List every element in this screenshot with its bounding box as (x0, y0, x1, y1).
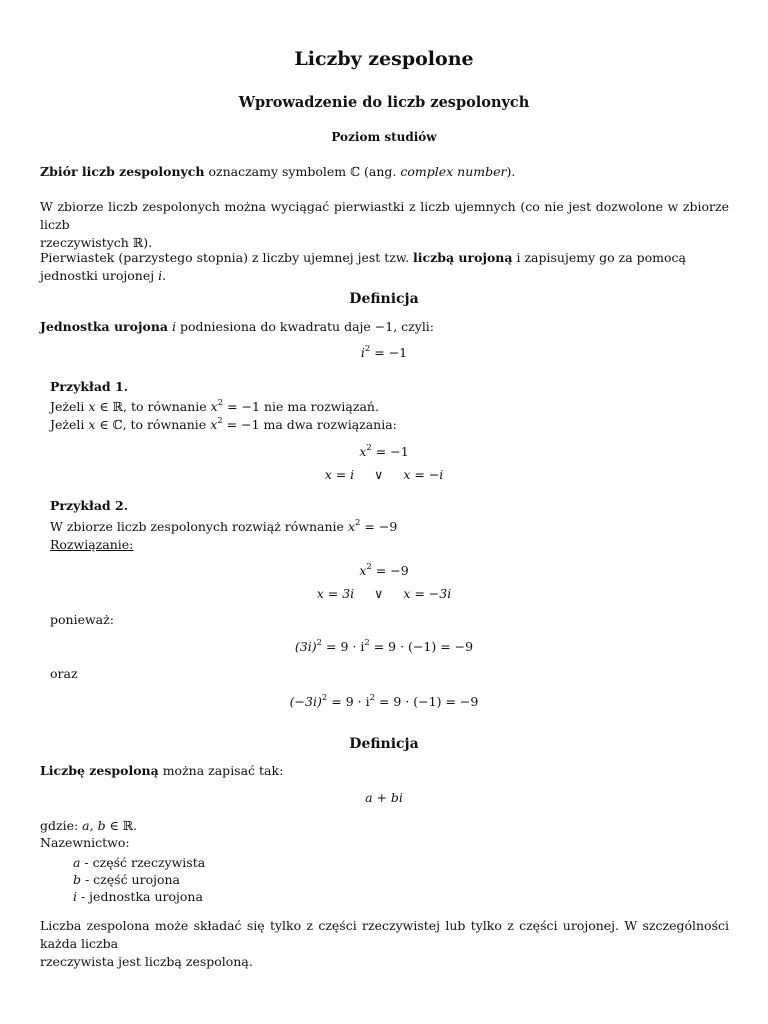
equation-complex-form: a + bi (365, 790, 403, 805)
definition-1-text: Jednostka urojona i podniesiona do kwadratu daje −1, czyli: (40, 319, 435, 334)
paragraph-roots: W zbiorze liczb zespolonych można wyciągać pierwiastki z liczb ujemnych (co nie jest dozwolone w zbiorze liczb rzeczywistych ℝ). (40, 199, 729, 250)
equation-verify-positive: $(3i)^2 = 9 \cdot i^2 = 9 \cdot (-1) = -9$ (294, 638, 474, 654)
solution-label: Rozwiązanie: (50, 537, 134, 552)
level-label: Poziom studiów (331, 130, 437, 144)
paragraph-final: Liczba zespolona może składać się tylko z części rzeczywistej lub tylko z części urojonej. W szczególności każda liczba rzeczywista jest liczbą zespoloną. (40, 918, 729, 969)
because-label: ponieważ: (50, 612, 114, 627)
equation-solutions-1: x = i ∨ x = −i (324, 467, 444, 482)
example-1-line-1: Jeżeli x ∈ ℝ, to równanie $x^2 = -1$ nie ma rozwiązań. (50, 398, 379, 414)
example-1-line-2: Jeżeli x ∈ ℂ, to równanie $x^2 = -1$ ma dwa rozwiązania: (50, 416, 397, 432)
list-item: a - część rzeczywista (73, 855, 206, 870)
example-2-heading: Przykład 2. (50, 498, 129, 513)
where-line: gdzie: a, b ∈ ℝ. (40, 818, 138, 833)
definition-heading-2: Definicja (349, 736, 419, 752)
definition-heading-1: Definicja (349, 291, 419, 307)
paragraph-set-definition: Zbiór liczb zespolonych oznaczamy symbolem ℂ (ang. complex number). (40, 164, 516, 179)
equation-x-squared-minus-1: $x^2 = -1$ (359, 443, 409, 459)
equation-verify-negative: $(-3i)^2 = 9 \cdot i^2 = 9 \cdot (-1) = -9$ (289, 693, 479, 709)
equation-solutions-2: x = 3i ∨ x = −3i (316, 586, 452, 601)
example-2-task: W zbiorze liczb zespolonych rozwiąż równanie $x^2 = -9$ (50, 518, 398, 534)
page-subtitle: Wprowadzenie do liczb zespolonych (238, 94, 530, 111)
paragraph-imaginary: Pierwiastek (parzystego stopnia) z liczby ujemnej jest tzw. liczbą urojoną i zapisujemy go za pomocą jednostki urojonej i. (40, 250, 686, 283)
example-1-heading: Przykład 1. (50, 379, 129, 394)
definition-2-text: Liczbę zespoloną można zapisać tak: (40, 763, 284, 778)
equation-i-squared: $i^2 = -1$ (360, 344, 408, 360)
naming-label: Nazewnictwo: (40, 835, 130, 850)
list-item: i - jednostka urojona (73, 889, 203, 904)
equation-x-squared-minus-9: $x^2 = -9$ (359, 562, 409, 578)
naming-list (73, 854, 723, 905)
list-item: b - część urojona (73, 872, 181, 887)
and-label: oraz (50, 666, 78, 681)
page-title: Liczby zespolone (294, 48, 474, 70)
